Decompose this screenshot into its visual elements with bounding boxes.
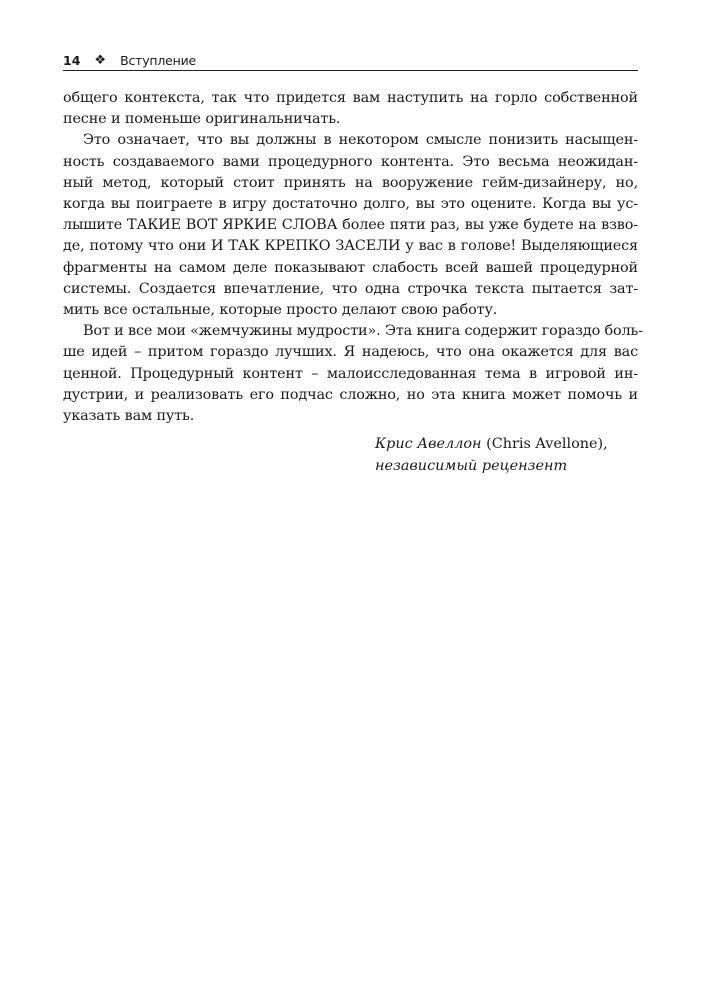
paragraph-2 [63, 130, 638, 321]
text-line: ность создаваемого вами процедурного контента. Это весьма неожидан- [63, 153, 638, 170]
fleuron-ornament-icon: ❖ [94, 53, 107, 68]
text-line: Вот и все мои «жемчужины мудрости». Эта книга содержит гораздо боль- [83, 323, 643, 340]
signature-block [375, 434, 645, 477]
text-line: ценной. Процедурный контент – малоисследованная тема в игровой ин- [63, 365, 638, 382]
text-line: ше идей – притом гораздо лучших. Я надеюсь, что она окажется для вас [63, 344, 638, 361]
page-number: 14 [63, 53, 81, 68]
text-line: дустрии, и реализовать его подчас сложно, но эта книга может помочь и [63, 386, 638, 403]
text-line: Это означает, что вы должны в некотором смысле понизить насыщен- [83, 132, 638, 149]
text-line: де, потому что они И ТАК КРЕПКО ЗАСЕЛИ у вас в голове! Выделяющиеся [63, 238, 638, 255]
running-header [63, 50, 638, 71]
author-name: Крис Авеллон [375, 436, 482, 452]
text-line: общего контекста, так что придется вам наступить на горло собственной [63, 90, 638, 106]
author-role: независимый рецензент [375, 457, 568, 474]
text-line: песне и поменьше оригинальничать. [63, 111, 341, 128]
body-text [63, 88, 643, 427]
paragraph-3 [63, 321, 643, 427]
text-line: системы. Создается впечатление, что одна строчка текста пытается зат- [63, 280, 638, 297]
text-line: мить все остальные, которые просто делают свою работу. [63, 302, 498, 319]
text-line: лышите ТАКИЕ ВОТ ЯРКИЕ СЛОВА более пяти раз, вы уже будете на взво- [63, 217, 638, 234]
author-name-original: (Chris Avellone), [481, 436, 608, 452]
paragraph-1 [63, 88, 638, 130]
text-line: фрагменты на самом деле показывают слабость всей вашей процедурной [63, 259, 638, 276]
text-line: ный метод, который стоит принять на вооружение гейм-дизайнеру, но, [63, 174, 638, 191]
section-title: Вступление [120, 53, 197, 68]
text-line: когда вы поиграете в игру достаточно долго, вы это оцените. Когда вы ус- [63, 196, 638, 213]
text-line: указать вам путь. [63, 408, 195, 425]
